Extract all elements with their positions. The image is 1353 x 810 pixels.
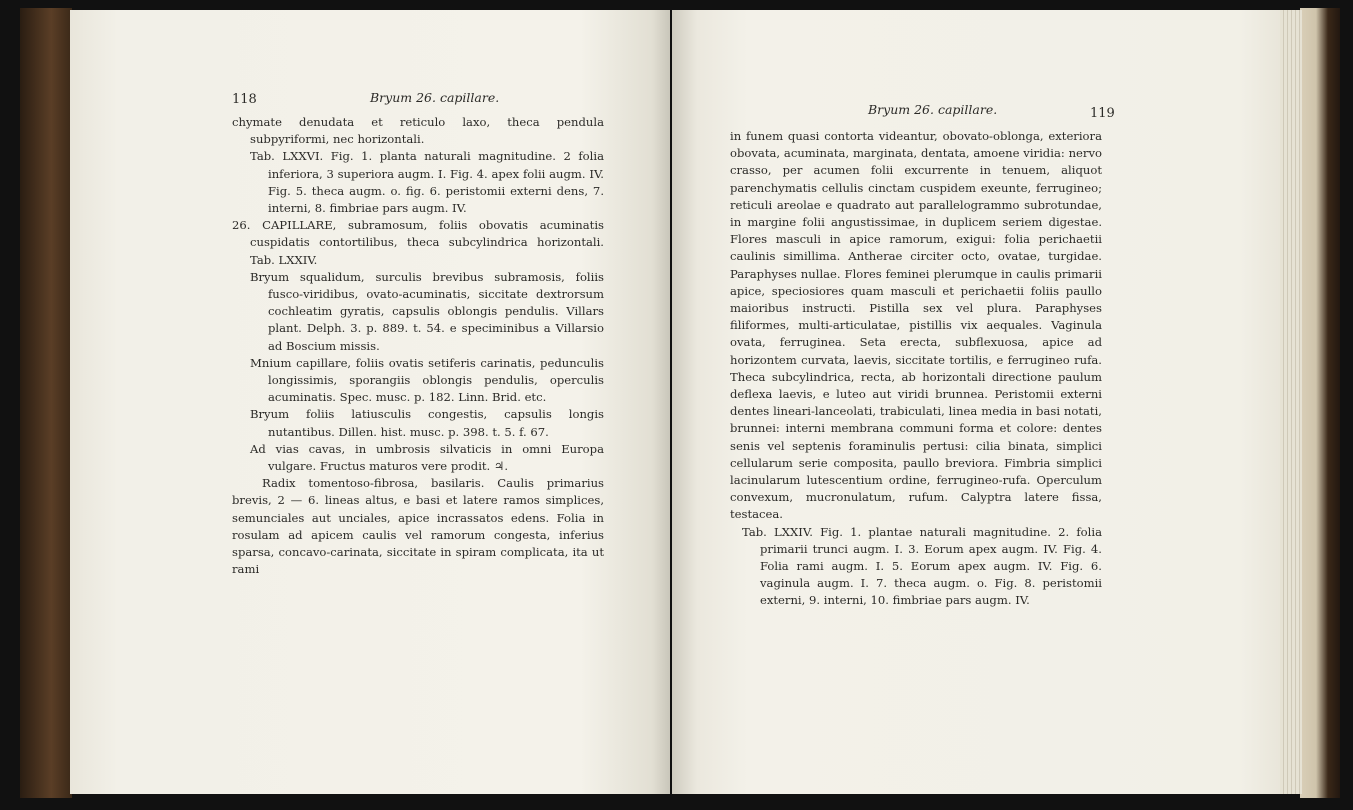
species-description: 26. CAPILLARE, subramosum, foliis obovatis acuminatis cuspidatis contortilibus, theca subcylindrica horizontali. Tab. LXXIV. (232, 218, 604, 267)
right-plate-caption: Tab. LXXIV. Fig. 1. plantae naturali magnitudine. 2. folia primarii trunci augm. I. 3. Eorum apex augm. IV. Fig. 4. Folia rami augm. I. 5. Eorum apex augm. IV. Fig. 6. vaginula augm. I. 7. theca augm. o. Fig. 8. peristomii externi, 9. interni, 10. fimbriae pars augm. IV. (742, 524, 1102, 608)
book-cover-left-edge (20, 8, 72, 798)
right-description-paragraph: in funem quasi contorta videantur, obovato-oblonga, exteriora obovata, acuminata, marginata, dentata, amoene viridia: nervo crasso, per acumen folii excurrente in tenuem, aliquot parenchymatis cellulis cinctam cuspidem exeunte, ferrugineo; reticuli areolae e quadrato aut parallelogrammo subrotundae, in margine folii angustissimae, in duplicem seriem digestae. Flores masculi in apice ramorum, exigui: folia perichaetii caulinis simillima. Antherae circiter octo, ovatae, turgidae. Paraphyses nullae. Flores feminei plerumque in caulis primarii apice, speciosiores quam masculi et perichaetii foliis paullo maioribus instructi. Pistilla sex vel plura. Paraphyses filiformes, multi-articulatae, pistillis vix aequales. Vaginula ovata, ferruginea. Seta erecta, subflexuosa, apice ad horizontem curvata, laevis, siccitate tortilis, e ferrugineo rufa. Theca subcylindrica, recta, ab horizontali directione paulum deflexa laevis, e luteo aut viridi brunnea. Peristomii externi dentes lineari-lanceolati, trabiculati, linea media in basi notati, brunnei: interni membrana communi forma et colore: dentes senis vel septenis foraminulis pertusi: cilia binata, simplici cellularum serie composita, paullo breviora. Fimbria simplici lacinularum lutescentium ordine, ferrugineo-rufa. Operculum convexum, mucronulatum, rufum. Calyptra latere fissa, testacea. (730, 129, 1102, 522)
left-plate-caption: Tab. LXXVI. Fig. 1. planta naturali magnitudine. 2 folia inferiora, 3 superiora augm. I. Fig. 4. apex folii augm. IV. Fig. 5. theca augm. o. fig. 6. peristomii externi dens, 7. interni, 8. fimbriae pars augm. IV. (250, 149, 604, 216)
book-cover-right-edge (1300, 8, 1340, 798)
left-text-block (232, 114, 604, 578)
habitat-paragraph: Ad vias cavas, in umbrosis silvaticis in omni Europa vulgare. Fructus maturos vere prodit. ♃. (250, 441, 604, 474)
left-paragraph: chymate denudata et reticulo laxo, theca pendula subpyriformi, nec horizontali. (232, 115, 604, 147)
morphology-paragraph: Radix tomentoso-fibrosa, basilaris. Caulis primarius brevis, 2 — 6. lineas altus, e basi et latere ramos simplices, semunciales aut unciales, apice incrassatos edens. Folia in rosulam ad apicem caulis vel ramorum congesta, inferius sparsa, concavo-carinata, siccitate in spiram complicata, ita ut rami (232, 476, 604, 577)
synonym-paragraph: Bryum foliis latiusculis congestis, capsulis longis nutantibus. Dillen. hist. musc. p. 398. t. 5. f. 67. (250, 407, 604, 439)
right-running-head: Bryum 26. capillare. (868, 102, 998, 117)
right-text-block (730, 128, 1102, 610)
left-page-number: 118 (232, 92, 257, 107)
left-running-head: Bryum 26. capillare. (370, 90, 500, 105)
left-page (70, 10, 670, 794)
synonym-paragraph: Mnium capillare, foliis ovatis setiferis carinatis, pedunculis longissimis, sporangiis oblongis pendulis, operculis acuminatis. Spec. musc. p. 182. Linn. Brid. etc. (250, 355, 604, 405)
synonym-paragraph: Bryum squalidum, surculis brevibus subramosis, foliis fusco-viridibus, ovato-acuminatis, siccitate dextrorsum cochleatim gyratis, capsulis oblongis pendulis. Villars plant. Delph. 3. p. 889. t. 54. e speciminibus a Villarsio ad Boscium missis. (250, 269, 604, 353)
right-page-number: 119 (1090, 106, 1115, 121)
page-edges (1280, 10, 1302, 794)
right-page (672, 10, 1302, 794)
